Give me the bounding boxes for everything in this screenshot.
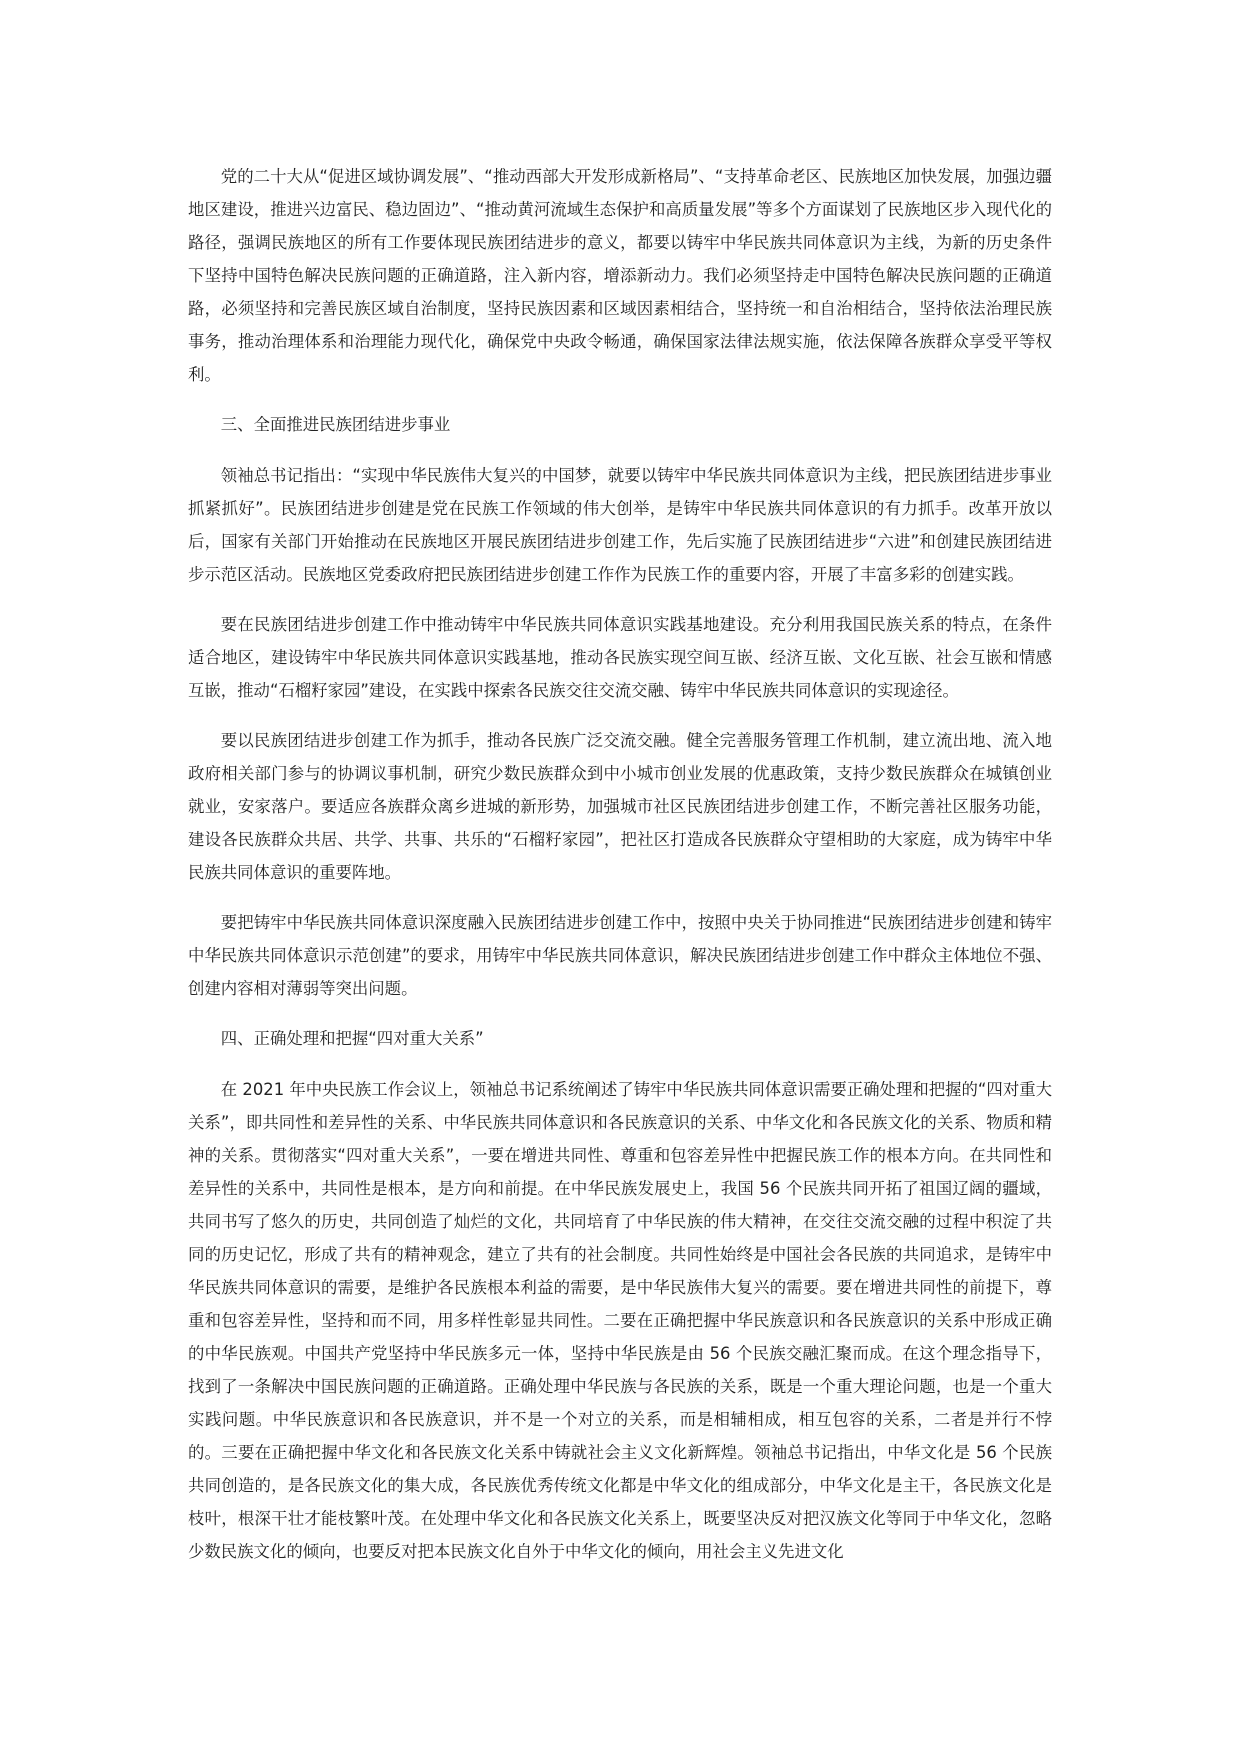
paragraph-unity-progress-quote: 领袖总书记指出：“实现中华民族伟大复兴的中国梦，就要以铸牢中华民族共同体意识为主线，把民族团结进步事业抓紧抓好”。民族团结进步创建是党在民族工作领域的伟大创举，是铸牢中华民族共同体意识的有力抓手。改革开放以后，国家有关部门开始推动在民族地区开展民族团结进步创建工作，先后实施了民族团结进步“六进”和创建民族团结进步示范区活动。民族地区党委政府把民族团结进步创建工作作为民族工作的重要内容，开展了丰富多彩的创建实践。 bbox=[188, 466, 1052, 584]
section-heading-4: 四、正确处理和把握“四对重大关系” bbox=[220, 1029, 484, 1048]
paragraph-exchange-integration: 要以民族团结进步创建工作为抓手，推动各民族广泛交流交融。健全完善服务管理工作机制，建立流出地、流入地政府相关部门参与的协调议事机制，研究少数民族群众到中小城市创业发展的优惠政策，支持少数民族群众在城镇创业就业，安家落户。要适应各族群众离乡进城的新形势，加强城市社区民族团结进步创建工作，不断完善社区服务功能，建设各民族群众共居、共学、共事、共乐的“石榴籽家园”，把社区打造成各民族群众守望相助的大家庭，成为铸牢中华民族共同体意识的重要阵地。 bbox=[188, 731, 1052, 882]
document-page bbox=[188, 160, 1052, 1585]
paragraph-minority-regions-modernization: 党的二十大从“促进区域协调发展”、“推动西部大开发形成新格局”、“支持革命老区、民族地区加快发展，加强边疆地区建设，推进兴边富民、稳边固边”、“推动黄河流域生态保护和高质量发展”等多个方面谋划了民族地区步入现代化的路径，强调民族地区的所有工作要体现民族团结进步的意义，都要以铸牢中华民族共同体意识为主线，为新的历史条件下坚持中国特色解决民族问题的正确道路，注入新内容，增添新动力。我们必须坚持走中国特色解决民族问题的正确道路，必须坚持和完善民族区域自治制度，坚持民族因素和区域因素相结合，坚持统一和自治相结合，坚持依法治理民族事务，推动治理体系和治理能力现代化，确保党中央政令畅通，确保国家法律法规实施，依法保障各族群众享受平等权利。 bbox=[188, 167, 1052, 384]
paragraph-four-relations: 在 2021 年中央民族工作会议上，领袖总书记系统阐述了铸牢中华民族共同体意识需要正确处理和把握的“四对重大关系”，即共同性和差异性的关系、中华民族共同体意识和各民族意识的关系、中华文化和各民族文化的关系、物质和精神的关系。贯彻落实“四对重大关系”，一要在增进共同性、尊重和包容差异性中把握民族工作的根本方向。在共同性和差异性的关系中，共同性是根本，是方向和前提。在中华民族发展史上，我国 56 个民族共同开拓了祖国辽阔的疆域，共同书写了悠久的历史，共同创造了灿烂的文化，共同培育了中华民族的伟大精神，在交往交流交融的过程中积淀了共同的历史记忆，形成了共有的精神观念，建立了共有的社会制度。共同性始终是中国社会各民族的共同追求，是铸牢中华民族共同体意识的需要，是维护各民族根本利益的需要，是中华民族伟大复兴的需要。要在增进共同性的前提下，尊重和包容差异性，坚持和而不同，用多样性彰显共同性。二要在正确把握中华民族意识和各民族意识的关系中形成正确的中华民族观。中国共产党坚持中华民族多元一体，坚持中华民族是由 56 个民族交融汇聚而成。在这个理念指导下，找到了一条解决中国民族问题的正确道路。正确处理中华民族与各民族的关系，既是一个重大理论问题，也是一个重大实践问题。中华民族意识和各民族意识，并不是一个对立的关系，而是相辅相成，相互包容的关系，二者是并行不悖的。三要在正确把握中华文化和各民族文化关系中铸就社会主义文化新辉煌。领袖总书记指出，中华文化是 56 个民族共同创造的，是各民族文化的集大成，各民族优秀传统文化都是中华文化的组成部分，中华文化是主干，各民族文化是枝叶，根深干壮才能枝繁叶茂。在处理中华文化和各民族文化关系上，既要坚决反对把汉族文化等同于中华文化，忽略少数民族文化的倾向，也要反对把本民族文化自外于中华文化的倾向，用社会主义先进文化 bbox=[188, 1080, 1052, 1561]
section-heading-3: 三、全面推进民族团结进步事业 bbox=[220, 415, 451, 434]
paragraph-practice-base: 要在民族团结进步创建工作中推动铸牢中华民族共同体意识实践基地建设。充分利用我国民族关系的特点，在条件适合地区，建设铸牢中华民族共同体意识实践基地，推动各民族实现空间互嵌、经济互嵌、文化互嵌、社会互嵌和情感互嵌，推动“石榴籽家园”建设，在实践中探索各民族交往交流交融、铸牢中华民族共同体意识的实现途径。 bbox=[188, 615, 1052, 700]
paragraph-deep-integration: 要把铸牢中华民族共同体意识深度融入民族团结进步创建工作中，按照中央关于协同推进“民族团结进步创建和铸牢中华民族共同体意识示范创建”的要求，用铸牢中华民族共同体意识，解决民族团结进步创建工作中群众主体地位不强、创建内容相对薄弱等突出问题。 bbox=[188, 913, 1052, 998]
